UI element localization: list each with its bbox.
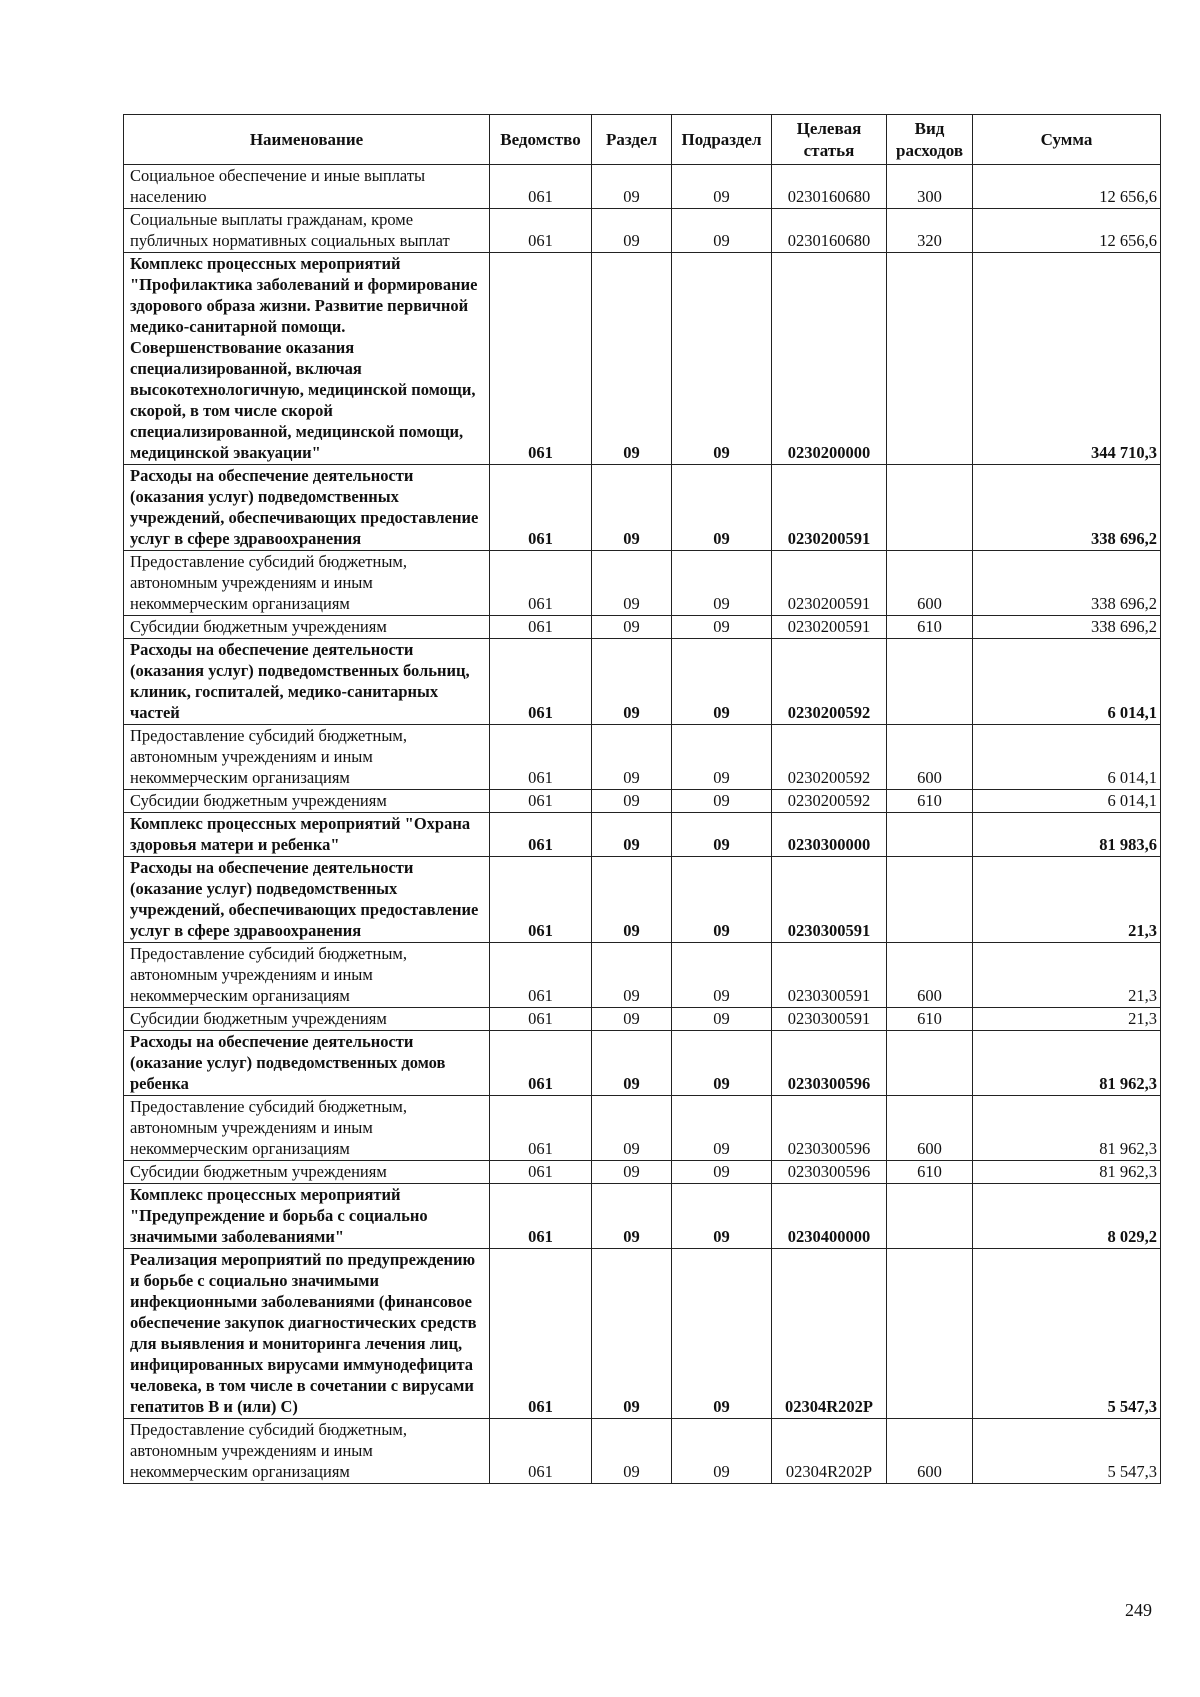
cell-kind xyxy=(887,813,973,857)
cell-sum: 21,3 xyxy=(973,943,1161,1008)
cell-subsection: 09 xyxy=(672,725,772,790)
cell-name: Расходы на обеспечение деятельности (оказание услуг) подведомственных домов ребенка xyxy=(124,1031,490,1096)
cell-subsection: 09 xyxy=(672,1031,772,1096)
cell-kind xyxy=(887,1031,973,1096)
table-body xyxy=(124,165,1161,1484)
cell-kind: 600 xyxy=(887,725,973,790)
cell-sum: 21,3 xyxy=(973,857,1161,943)
cell-dept: 061 xyxy=(490,1096,592,1161)
cell-sum: 6 014,1 xyxy=(973,639,1161,725)
cell-name: Предоставление субсидий бюджетным, автономным учреждениям и иным некоммерческим организациям xyxy=(124,1419,490,1484)
cell-section: 09 xyxy=(592,813,672,857)
cell-name: Субсидии бюджетным учреждениям xyxy=(124,616,490,639)
table-row xyxy=(124,1161,1161,1184)
budget-table-sheet xyxy=(123,114,1160,1484)
cell-subsection: 09 xyxy=(672,639,772,725)
table-row xyxy=(124,551,1161,616)
cell-section: 09 xyxy=(592,1184,672,1249)
cell-sum: 338 696,2 xyxy=(973,616,1161,639)
cell-subsection: 09 xyxy=(672,465,772,551)
cell-kind: 300 xyxy=(887,165,973,209)
cell-target: 0230160680 xyxy=(772,165,887,209)
cell-section: 09 xyxy=(592,253,672,465)
page-number: 249 xyxy=(1125,1600,1152,1620)
cell-name: Субсидии бюджетным учреждениям xyxy=(124,1008,490,1031)
cell-kind: 610 xyxy=(887,616,973,639)
table-row xyxy=(124,639,1161,725)
cell-section: 09 xyxy=(592,1031,672,1096)
header-target: Целевая статья xyxy=(772,115,887,165)
table-header xyxy=(124,115,1161,165)
cell-sum: 81 962,3 xyxy=(973,1031,1161,1096)
cell-dept: 061 xyxy=(490,209,592,253)
cell-target: 02304R202P xyxy=(772,1249,887,1419)
cell-name: Предоставление субсидий бюджетным, автономным учреждениям и иным некоммерческим организациям xyxy=(124,943,490,1008)
cell-sum: 8 029,2 xyxy=(973,1184,1161,1249)
header-sum: Сумма xyxy=(973,115,1161,165)
cell-target: 02304R202P xyxy=(772,1419,887,1484)
cell-section: 09 xyxy=(592,943,672,1008)
cell-dept: 061 xyxy=(490,253,592,465)
cell-dept: 061 xyxy=(490,790,592,813)
cell-name: Реализация мероприятий по предупреждению и борьбе с социально значимыми инфекционными заболеваниями (финансовое обеспечение закупок диагностических средств для выявления и мониторинга лечения лиц, инфицированных вирусами иммунодефицита человека, в том числе в сочетании с вирусами гепатитов B и (или) C) xyxy=(124,1249,490,1419)
cell-subsection: 09 xyxy=(672,616,772,639)
cell-dept: 061 xyxy=(490,813,592,857)
cell-section: 09 xyxy=(592,639,672,725)
table-row xyxy=(124,165,1161,209)
cell-name: Предоставление субсидий бюджетным, автономным учреждениям и иным некоммерческим организациям xyxy=(124,725,490,790)
cell-name: Комплекс процессных мероприятий "Охрана здоровья матери и ребенка" xyxy=(124,813,490,857)
cell-subsection: 09 xyxy=(672,1161,772,1184)
table-row xyxy=(124,465,1161,551)
cell-kind xyxy=(887,1249,973,1419)
cell-target: 0230300596 xyxy=(772,1031,887,1096)
cell-section: 09 xyxy=(592,465,672,551)
cell-sum: 81 983,6 xyxy=(973,813,1161,857)
cell-kind: 600 xyxy=(887,1419,973,1484)
cell-section: 09 xyxy=(592,551,672,616)
table-row xyxy=(124,813,1161,857)
cell-kind: 610 xyxy=(887,1161,973,1184)
cell-subsection: 09 xyxy=(672,253,772,465)
cell-dept: 061 xyxy=(490,1184,592,1249)
cell-dept: 061 xyxy=(490,639,592,725)
table-row xyxy=(124,1184,1161,1249)
cell-kind: 600 xyxy=(887,551,973,616)
table-row xyxy=(124,209,1161,253)
cell-sum: 6 014,1 xyxy=(973,790,1161,813)
cell-name: Комплекс процессных мероприятий "Предупреждение и борьба с социально значимыми заболеваниями" xyxy=(124,1184,490,1249)
cell-name: Предоставление субсидий бюджетным, автономным учреждениям и иным некоммерческим организациям xyxy=(124,1096,490,1161)
cell-target: 0230300596 xyxy=(772,1161,887,1184)
table-row xyxy=(124,725,1161,790)
cell-target: 0230300591 xyxy=(772,857,887,943)
cell-sum: 344 710,3 xyxy=(973,253,1161,465)
cell-sum: 81 962,3 xyxy=(973,1096,1161,1161)
header-name: Наименование xyxy=(124,115,490,165)
cell-dept: 061 xyxy=(490,725,592,790)
cell-sum: 12 656,6 xyxy=(973,165,1161,209)
cell-target: 0230200592 xyxy=(772,790,887,813)
cell-subsection: 09 xyxy=(672,1249,772,1419)
cell-dept: 061 xyxy=(490,165,592,209)
cell-subsection: 09 xyxy=(672,551,772,616)
cell-name: Социальное обеспечение и иные выплаты населению xyxy=(124,165,490,209)
cell-dept: 061 xyxy=(490,1008,592,1031)
cell-dept: 061 xyxy=(490,1161,592,1184)
cell-section: 09 xyxy=(592,857,672,943)
cell-name: Субсидии бюджетным учреждениям xyxy=(124,1161,490,1184)
cell-kind: 600 xyxy=(887,943,973,1008)
table-row xyxy=(124,857,1161,943)
cell-section: 09 xyxy=(592,790,672,813)
cell-subsection: 09 xyxy=(672,1419,772,1484)
cell-target: 0230300591 xyxy=(772,1008,887,1031)
cell-section: 09 xyxy=(592,1096,672,1161)
cell-dept: 061 xyxy=(490,943,592,1008)
cell-dept: 061 xyxy=(490,1249,592,1419)
cell-kind xyxy=(887,1184,973,1249)
cell-name: Субсидии бюджетным учреждениям xyxy=(124,790,490,813)
cell-sum: 5 547,3 xyxy=(973,1419,1161,1484)
table-row xyxy=(124,1419,1161,1484)
cell-target: 0230400000 xyxy=(772,1184,887,1249)
cell-dept: 061 xyxy=(490,616,592,639)
cell-section: 09 xyxy=(592,725,672,790)
cell-section: 09 xyxy=(592,1161,672,1184)
cell-target: 0230300596 xyxy=(772,1096,887,1161)
cell-section: 09 xyxy=(592,1008,672,1031)
cell-subsection: 09 xyxy=(672,165,772,209)
cell-kind: 600 xyxy=(887,1096,973,1161)
table-row xyxy=(124,1096,1161,1161)
cell-dept: 061 xyxy=(490,551,592,616)
cell-sum: 12 656,6 xyxy=(973,209,1161,253)
cell-target: 0230200000 xyxy=(772,253,887,465)
table-row xyxy=(124,616,1161,639)
cell-kind xyxy=(887,253,973,465)
cell-kind: 610 xyxy=(887,790,973,813)
cell-subsection: 09 xyxy=(672,813,772,857)
cell-name: Предоставление субсидий бюджетным, автономным учреждениям и иным некоммерческим организациям xyxy=(124,551,490,616)
cell-kind: 320 xyxy=(887,209,973,253)
cell-target: 0230160680 xyxy=(772,209,887,253)
cell-name: Расходы на обеспечение деятельности (оказания услуг) подведомственных учреждений, обеспечивающих предоставление услуг в сфере здравоохранения xyxy=(124,465,490,551)
header-dept: Ведомство xyxy=(490,115,592,165)
cell-sum: 338 696,2 xyxy=(973,551,1161,616)
table-row xyxy=(124,943,1161,1008)
cell-section: 09 xyxy=(592,1249,672,1419)
cell-section: 09 xyxy=(592,616,672,639)
cell-subsection: 09 xyxy=(672,943,772,1008)
cell-target: 0230300000 xyxy=(772,813,887,857)
cell-subsection: 09 xyxy=(672,1184,772,1249)
cell-dept: 061 xyxy=(490,1031,592,1096)
header-kind: Вид расходов xyxy=(887,115,973,165)
cell-dept: 061 xyxy=(490,857,592,943)
cell-section: 09 xyxy=(592,1419,672,1484)
cell-sum: 338 696,2 xyxy=(973,465,1161,551)
cell-subsection: 09 xyxy=(672,790,772,813)
cell-subsection: 09 xyxy=(672,1008,772,1031)
cell-sum: 6 014,1 xyxy=(973,725,1161,790)
cell-subsection: 09 xyxy=(672,1096,772,1161)
table-row xyxy=(124,790,1161,813)
cell-kind xyxy=(887,639,973,725)
cell-kind xyxy=(887,465,973,551)
cell-name: Расходы на обеспечение деятельности (оказания услуг) подведомственных больниц, клиник, госпиталей, медико-санитарных частей xyxy=(124,639,490,725)
header-subsection: Подраздел xyxy=(672,115,772,165)
cell-subsection: 09 xyxy=(672,209,772,253)
cell-name: Социальные выплаты гражданам, кроме публичных нормативных социальных выплат xyxy=(124,209,490,253)
table-row xyxy=(124,1249,1161,1419)
cell-target: 0230200591 xyxy=(772,465,887,551)
cell-name: Расходы на обеспечение деятельности (оказание услуг) подведомственных учреждений, обеспечивающих предоставление услуг в сфере здравоохранения xyxy=(124,857,490,943)
cell-subsection: 09 xyxy=(672,857,772,943)
cell-dept: 061 xyxy=(490,465,592,551)
cell-name: Комплекс процессных мероприятий "Профилактика заболеваний и формирование здорового образа жизни. Развитие первичной медико-санитарной помощи. Совершенствование оказания специализированной, включая высокотехнологичную, медицинской помощи, скорой, в том числе скорой специализированной, медицинской помощи, медицинской эвакуации" xyxy=(124,253,490,465)
cell-target: 0230200591 xyxy=(772,616,887,639)
table-row xyxy=(124,1008,1161,1031)
cell-section: 09 xyxy=(592,165,672,209)
cell-target: 0230300591 xyxy=(772,943,887,1008)
cell-section: 09 xyxy=(592,209,672,253)
cell-target: 0230200592 xyxy=(772,725,887,790)
table-row xyxy=(124,1031,1161,1096)
cell-target: 0230200592 xyxy=(772,639,887,725)
cell-sum: 5 547,3 xyxy=(973,1249,1161,1419)
header-section: Раздел xyxy=(592,115,672,165)
cell-kind xyxy=(887,857,973,943)
cell-sum: 21,3 xyxy=(973,1008,1161,1031)
cell-sum: 81 962,3 xyxy=(973,1161,1161,1184)
cell-kind: 610 xyxy=(887,1008,973,1031)
budget-table xyxy=(123,114,1161,1484)
cell-target: 0230200591 xyxy=(772,551,887,616)
table-row xyxy=(124,253,1161,465)
cell-dept: 061 xyxy=(490,1419,592,1484)
